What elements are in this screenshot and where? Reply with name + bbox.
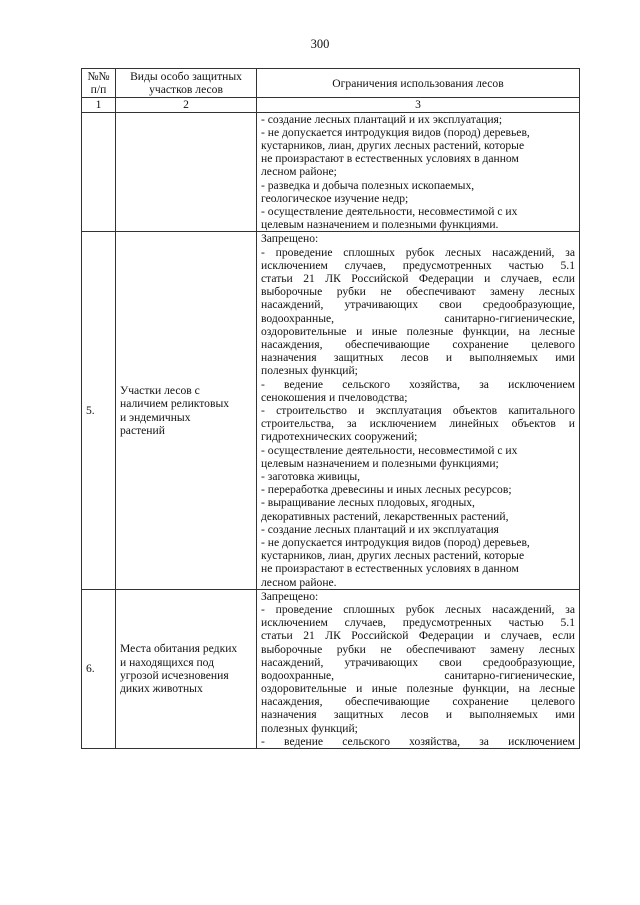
area-type-line: Участки лесов с [120,384,200,398]
table-row [82,589,580,748]
restriction-line: - не допускается интродукция видов (пород) деревьев, [261,535,530,549]
restriction-line: - проведение сплошных рубок лесных насаждений, за [261,245,575,259]
restriction-line: - разведка и добыча полезных ископаемых, [261,178,475,192]
column-number: 1 [82,98,116,112]
restriction-line: лесном районе. [261,575,337,589]
restriction-line: - создание лесных плантаций и их эксплуатация; [261,112,503,126]
restriction-line: насаждения, обеспечивающие сохранение целевого [261,695,575,709]
table-row [82,232,580,589]
area-type-line: угрозой исчезновения [120,668,229,682]
restriction-line: лесном районе; [261,165,337,179]
restriction-line: гидротехнических сооружений; [261,430,418,444]
restriction-line: насаждений, утрачивающих свои средообразующие, [261,298,575,312]
restriction-line: назначения защитных лесов и выполняемых ими [261,351,575,365]
restriction-line: оздоровительные и иные полезные функции, на лесные [261,682,575,696]
restriction-line: - не допускается интродукция видов (пород) деревьев, [261,125,530,139]
restriction-line: - строительство и эксплуатация объектов капитального [261,403,575,417]
header-number-line: п/п [90,83,107,97]
header-area-type [116,69,257,98]
restriction-line: - выращивание лесных плодовых, ягодных, [261,496,475,510]
restriction-line: насаждений, утрачивающих свои средообразующие, [261,655,575,669]
restriction-line: кустарников, лиан, других лесных растений, которые [261,549,525,563]
restrictions-table [81,68,580,749]
header-number [82,69,116,98]
header-area-type-line: участков лесов [149,83,223,97]
restriction-line: - осуществление деятельности, несовместимой с их [261,205,518,219]
area-type-line: Места обитания редких [120,642,238,656]
restriction-line: геологическое изучение недр; [261,191,409,205]
table-header-row [82,69,580,98]
restriction-line: не произрастают в естественных условиях в данном [261,152,519,166]
page-number: 300 [310,37,330,51]
row-number [82,112,116,232]
area-type-cell [116,112,257,232]
restriction-line: выборочные рубки не обеспечивают замену лесных [261,642,575,656]
restriction-line: - создание лесных плантаций и их эксплуатация [261,522,499,536]
table-body [82,112,580,748]
restriction-line: статьи 21 ЛК Российской Федерации и случаев, если [261,272,575,286]
restriction-line: исключением случаев, предусмотренных частью 5.1 [261,616,575,630]
restriction-line: выборочные рубки не обеспечивают замену лесных [261,285,575,299]
column-number-row [82,98,580,112]
restrictions-cell [257,112,580,232]
restriction-line: декоративных растений, лекарственных растений, [261,509,509,523]
area-type-line: и эндемичных [120,410,191,424]
restriction-line: полезных функций; [261,364,358,378]
restrictions-cell [257,232,580,589]
restriction-line: - заготовка живицы, [261,469,361,483]
area-type-line: растений [120,423,165,437]
area-type-line: наличием реликтовых [120,397,230,411]
restriction-line: целевым назначением и полезными функциями. [261,218,499,232]
restriction-line: статьи 21 ЛК Российской Федерации и случаев, если [261,629,575,643]
restriction-line: Запрещено: [261,232,319,246]
restriction-line: - осуществление деятельности, несовместимой с их [261,443,518,457]
restriction-line: кустарников, лиан, других лесных растений, которые [261,139,525,153]
restriction-line: водоохранные, санитарно-гигиенические, [261,668,575,682]
row-number: 5. [82,232,116,589]
restriction-line: - проведение сплошных рубок лесных насаждений, за [261,602,575,616]
header-area-type-line: Виды особо защитных [130,70,242,83]
column-number: 2 [116,98,257,112]
restriction-line: - ведение сельского хозяйства, за исключением [261,734,575,748]
restriction-line: строительства, за исключением линейных объектов и [261,417,575,431]
restriction-line: оздоровительные и иные полезные функции, на лесные [261,324,575,338]
header-restrictions: Ограничения использования лесов [257,69,580,98]
column-number: 3 [257,98,580,112]
header-number-line: №№ [87,70,110,83]
restriction-line: водоохранные, санитарно-гигиенические, [261,311,575,325]
restriction-line: полезных функций; [261,721,358,735]
restriction-line: целевым назначением и полезными функциями; [261,456,499,470]
area-type-cell [116,589,257,748]
row-number: 6. [82,589,116,748]
restriction-line: не произрастают в естественных условиях в данном [261,562,519,576]
restriction-line: - переработка древесины и иных лесных ресурсов; [261,483,512,497]
restriction-line: сенокошения и пчеловодства; [261,390,408,404]
restriction-line: Запрещено: [261,589,319,603]
area-type-line: диких животных [120,682,203,696]
area-type-line: и находящихся под [120,655,215,669]
restriction-line: назначения защитных лесов и выполняемых ими [261,708,575,722]
restriction-line: - ведение сельского хозяйства, за исключением [261,377,575,391]
restrictions-cell [257,589,580,748]
area-type-cell [116,232,257,589]
restriction-line: насаждения, обеспечивающие сохранение целевого [261,337,575,351]
restriction-line: исключением случаев, предусмотренных частью 5.1 [261,258,575,272]
table-row [82,112,580,232]
